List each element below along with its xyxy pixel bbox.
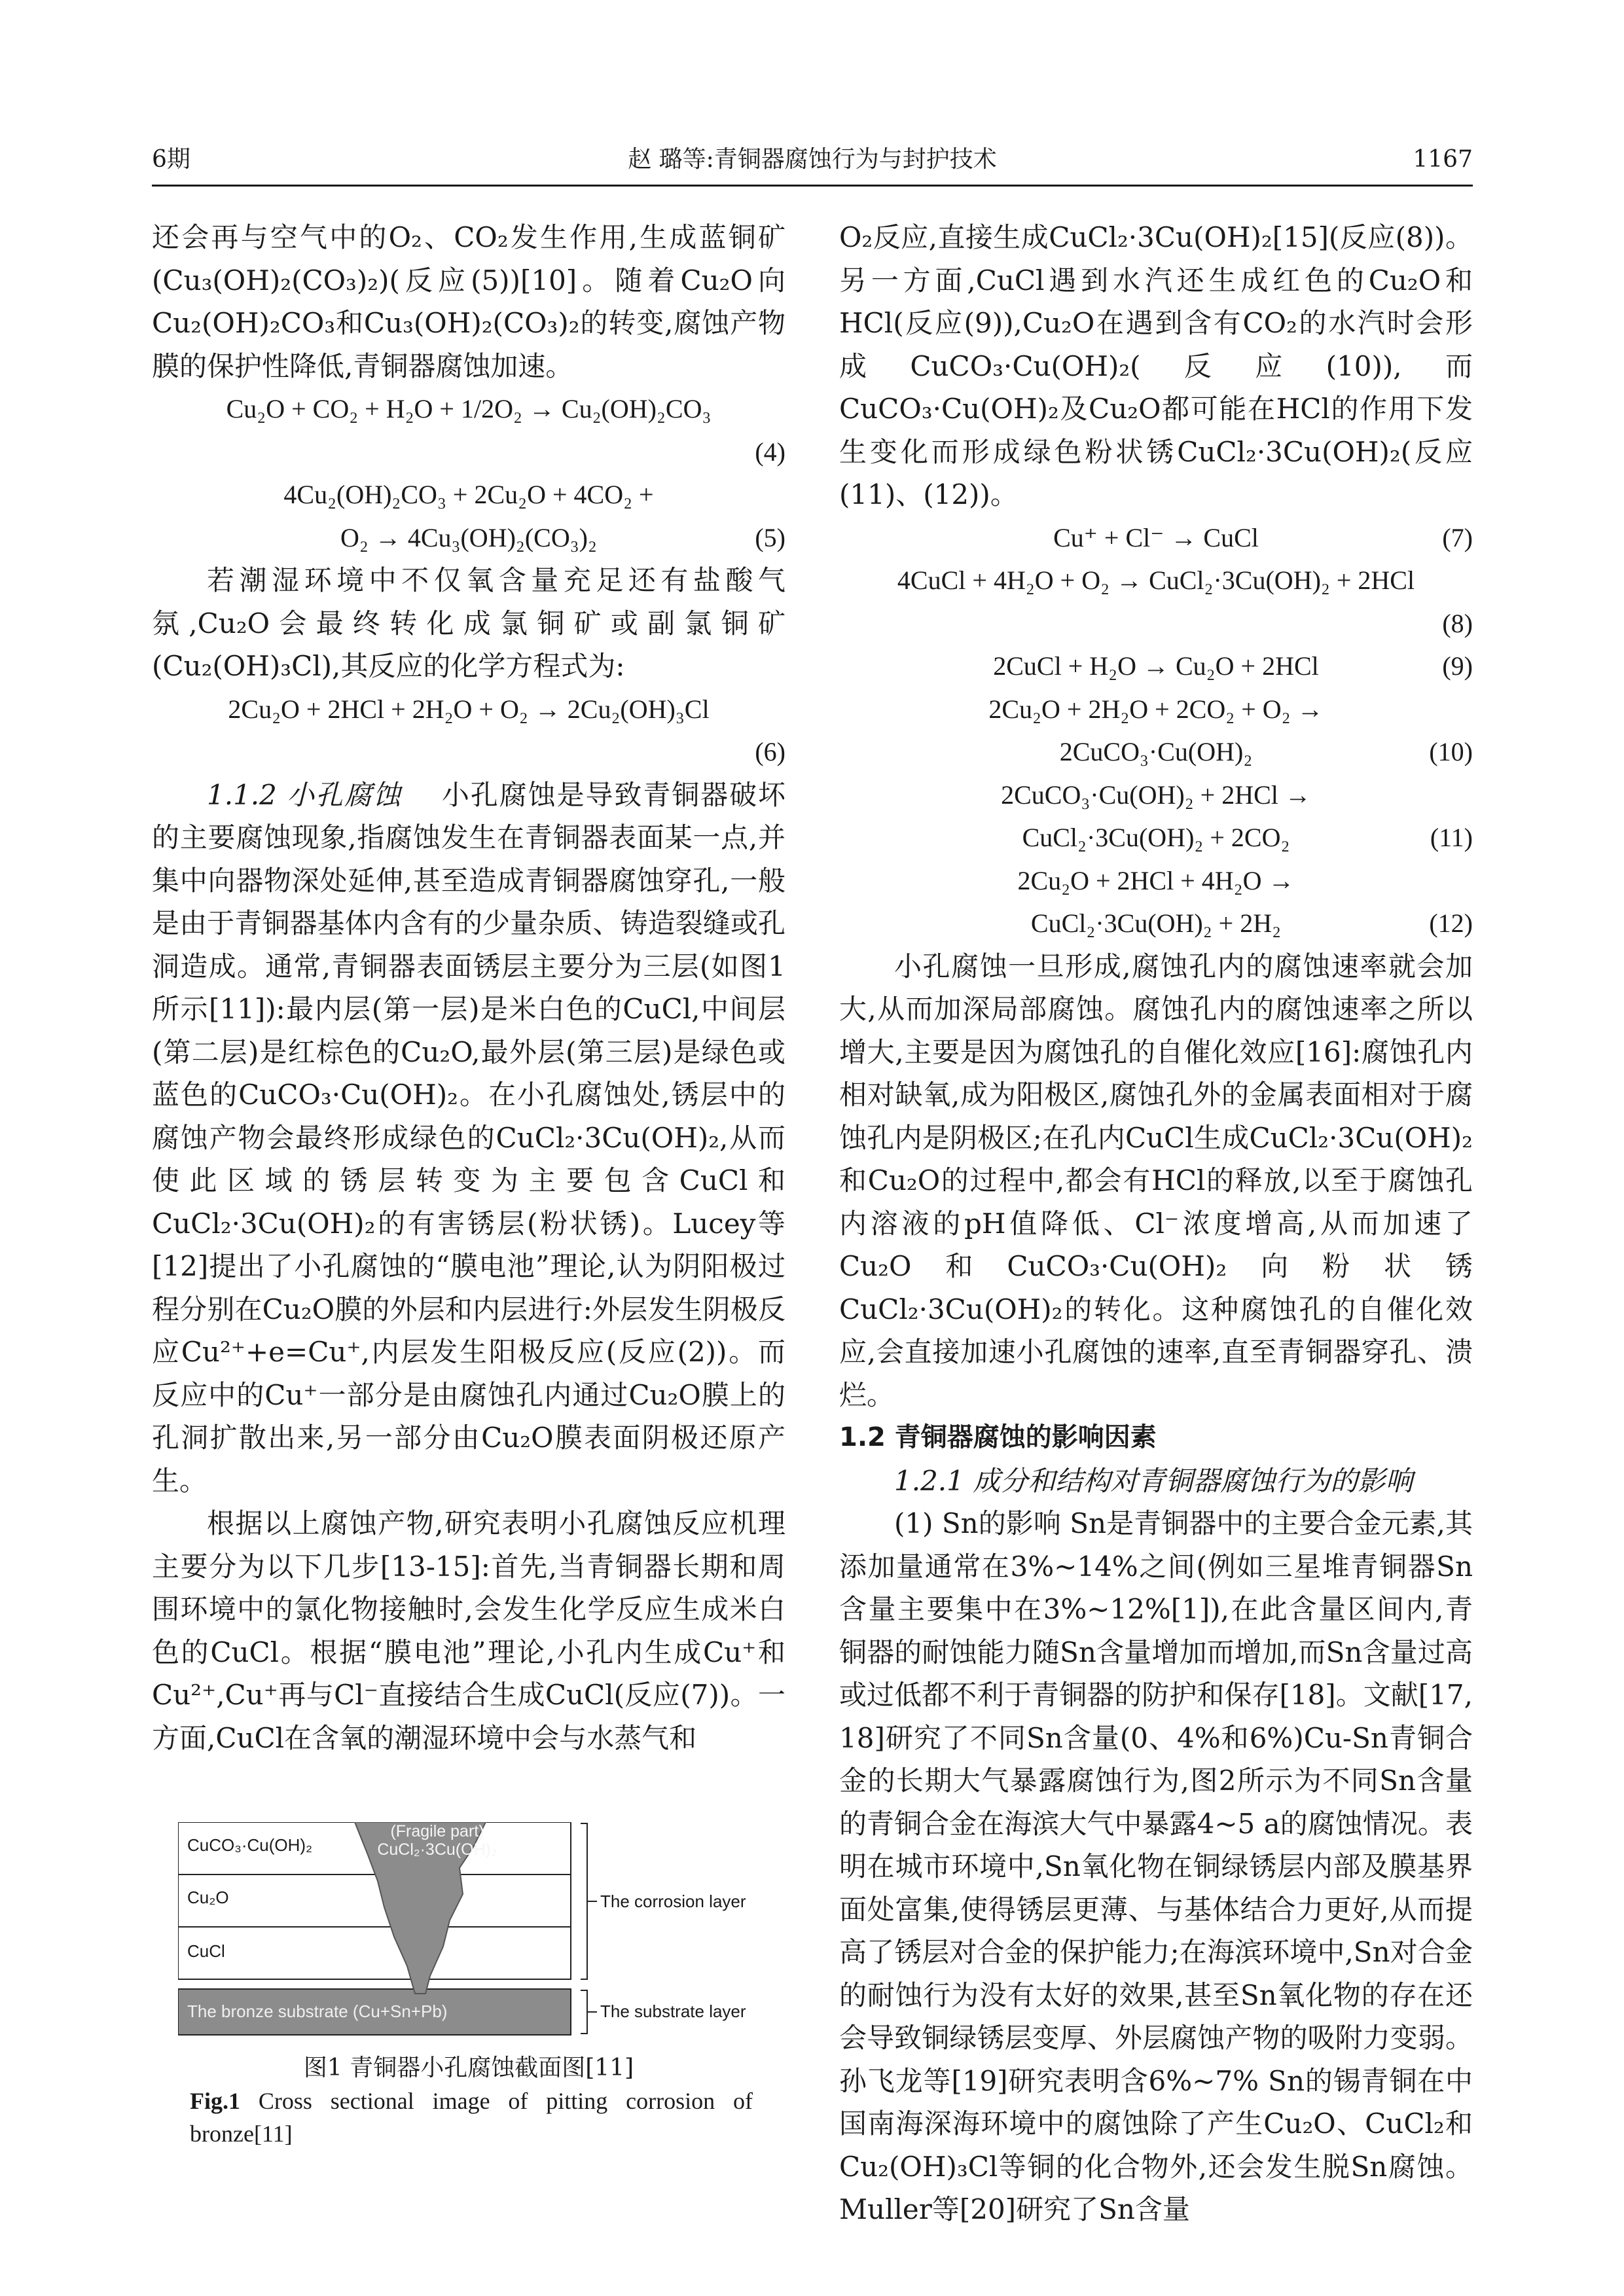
equation-number: (11) [1430, 823, 1473, 852]
equation-10-line-1 [839, 688, 1473, 731]
right-column [839, 216, 1473, 2231]
equation-number: (7) [1442, 522, 1473, 552]
equation-8-number-line [839, 602, 1473, 645]
equation-text: 2CuCO₃·Cu(OH)₂ + 2HCl → [1001, 780, 1311, 810]
equation-number: (4) [755, 437, 785, 467]
equation-6-number-line [152, 730, 785, 774]
substrate-layer-label: The substrate layer [600, 2001, 746, 2021]
equation-text: 4Cu₂(OH)₂CO₃ + 2Cu₂O + 4CO₂ + [283, 480, 654, 509]
equation-number: (12) [1429, 908, 1473, 938]
paragraph: (1) Sn的影响 Sn是青铜器中的主要合金元素,其添加量通常在3%~14%之间(例如三星堆青铜器Sn含量主要集中在3%~12%[1]),在此含量区间内,青铜器的耐蚀能力随Sn含量增加而增加,而Sn含量过高或过低都不利于青铜器的防护和保存[18]。文献[17, 18]研究了不同Sn含量(0、4%和6%)Cu-Sn青铜合金的长期大气暴露腐蚀行为,图2所示为不同Sn含量的青铜合金在海滨大气中暴露4~5 a的腐蚀情况。表明在城市环境中,Sn氧化物在铜绿锈层内部及膜基界面处富集,使得锈层更薄、与基体结合力更好,从而提高了锈层对合金的保护能力;在海滨环境中,Sn对合金的耐蚀行为没有太好的效果,甚至Sn氧化物的存在还会导致铜绿锈层变厚、外层腐蚀产物的吸附力变弱。孙飞龙等[19]研究表明含6%~7% Sn的锡青铜在中国南海深海环境中的腐蚀除了产生Cu₂O、CuCl₂和Cu₂(OH)₃Cl等铜的化合物外,还会发生脱Sn腐蚀。Muller等[20]研究了Sn含量 [839, 1507, 1473, 2225]
paragraph-text: 小孔腐蚀是导致青铜器破坏的主要腐蚀现象,指腐蚀发生在青铜器表面某一点,并集中向器物深处延伸,甚至造成青铜器腐蚀穿孔,一般是由于青铜器基体内含有的少量杂质、铸造裂缝或孔洞造成。通常,青铜器表面锈层主要分为三层(如图1所示[11]):最内层(第一层)是米白色的CuCl,中间层(第二层)是红棕色的Cu₂O,最外层(第三层)是绿色或蓝色的CuCO₃·Cu(OH)₂。在小孔腐蚀处,锈层中的腐蚀产物会最终形成绿色的CuCl₂·3Cu(OH)₂,从而使此区域的锈层转变为主要包含CuCl和CuCl₂·3Cu(OH)₂的有害锈层(粉状锈)。Lucey等[12]提出了小孔腐蚀的“膜电池”理论,认为阴阳极过程分别在Cu₂O膜的外层和内层进行:外层发生阴极反应Cu²⁺+e=Cu⁺,内层发生阳极反应(反应(2))。而反应中的Cu⁺一部分是由腐蚀孔内通过Cu₂O膜上的孔洞扩散出来,另一部分由Cu₂O膜表面阴极还原产生。 [152, 778, 785, 1497]
equation-8 [839, 559, 1473, 602]
equation-4-number-line [152, 431, 785, 474]
equation-text: 2CuCO₃·Cu(OH)₂ [1059, 737, 1253, 766]
equation-12-line-1 [839, 859, 1473, 903]
equation-text: 4CuCl + 4H₂O + O₂ → CuCl₂·3Cu(OH)₂ + 2HCl [897, 565, 1415, 595]
running-header [152, 140, 1473, 179]
equation-text: CuCl₂·3Cu(OH)₂ + 2H₂ [1030, 908, 1282, 938]
figure-caption-cn: 图1 青铜器小孔腐蚀截面图[11] [303, 2054, 634, 2081]
equation-5-line-1 [152, 473, 785, 516]
equation-12-line-2 [839, 902, 1473, 945]
equation-text: 2Cu₂O + 2HCl + 2H₂O + O₂ → 2Cu₂(OH)₃Cl [228, 694, 710, 724]
equation-10-line-2 [839, 730, 1473, 774]
equation-number: (6) [755, 737, 785, 766]
layer-low-box [178, 1927, 571, 1979]
issue-number: 6期 [152, 146, 190, 173]
equation-number: (10) [1429, 737, 1473, 766]
equation-text: 2Cu₂O + 2HCl + 4H₂O → [1017, 865, 1295, 895]
equation-11-line-2 [839, 816, 1473, 859]
layer-mid-label: Cu₂O [187, 1888, 229, 1907]
equation-text: O₂ → 4Cu₃(OH)₂(CO₃)₂ [340, 522, 597, 552]
paragraph [152, 774, 785, 1503]
equation-text: Cu⁺ + Cl⁻ → CuCl [1053, 522, 1259, 552]
equation-9 [839, 645, 1473, 688]
paragraph: 根据以上腐蚀产物,研究表明小孔腐蚀反应机理主要分为以下几步[13-15]:首先,当青铜器长期和周围环境中的氯化物接触时,会发生化学反应生成米白色的CuCl。根据“膜电池”理论,小孔内生成Cu⁺和Cu²⁺,Cu⁺再与Cl⁻直接结合生成CuCl(反应(7))。一方面,CuCl在含氧的潮湿环境中会与水蒸气和 [152, 1507, 785, 1754]
left-column [152, 216, 785, 1759]
subsection-heading: 1.2.1 成分和结构对青铜器腐蚀行为的影响 [894, 1464, 1413, 1497]
figure-1 [178, 1822, 767, 2045]
figure-caption-text: Cross sectional image of pitting corrosion of bronze[11] [190, 2088, 753, 2147]
paragraph: O₂反应,直接生成CuCl₂·3Cu(OH)₂[15](反应(8))。另一方面,CuCl遇到水汽还生成红色的Cu₂O和HCl(反应(9)),Cu₂O在遇到含有CO₂的水汽时会形成CuCO₃·Cu(OH)₂(反应(10)),而CuCO₃·Cu(OH)₂及Cu₂O都可能在HCl的作用下发生变化而形成绿色粉状锈CuCl₂·3Cu(OH)₂(反应(11)、(12))。 [839, 221, 1473, 511]
equation-7 [839, 516, 1473, 560]
page-number: 1167 [1413, 146, 1473, 173]
figure-caption-en [190, 2085, 753, 2150]
layer-top-label: CuCO₃·Cu(OH)₂ [187, 1835, 313, 1855]
running-title: 赵 璐等:青铜器腐蚀行为与封护技术 [628, 146, 997, 173]
fragile-label-line2: CuCl₂·3Cu(OH)₂ [377, 1840, 497, 1859]
fragile-label-line1: (Fragile part) [390, 1822, 484, 1840]
corrosion-bracket [581, 1823, 597, 1979]
substrate-bracket [581, 1990, 597, 2034]
paragraph: 若潮湿环境中不仅氧含量充足还有盐酸气氛,Cu₂O会最终转化成氯铜矿或副氯铜矿(Cu₂(OH)₃Cl),其反应的化学方程式为: [152, 564, 785, 682]
corrosion-layer-label: The corrosion layer [600, 1892, 746, 1911]
equation-5-line-2 [152, 516, 785, 560]
equation-6 [152, 688, 785, 731]
section-heading: 1.2 青铜器腐蚀的影响因素 [839, 1422, 1157, 1452]
equation-text: Cu₂O + CO₂ + H₂O + 1/2O₂ → Cu₂(OH)₂CO₃ [226, 394, 712, 423]
equation-11-line-1 [839, 774, 1473, 817]
paragraph: 小孔腐蚀一旦形成,腐蚀孔内的腐蚀速率就会加大,从而加深局部腐蚀。腐蚀孔内的腐蚀速率之所以增大,主要是因为腐蚀孔的自催化效应[16]:腐蚀孔内相对缺氧,成为阳极区,腐蚀孔外的金属表面相对于腐蚀孔内是阴极区;在孔内CuCl生成CuCl₂·3Cu(OH)₂和Cu₂O的过程中,都会有HCl的释放,以至于腐蚀孔内溶液的pH值降低、Cl⁻浓度增高,从而加速了Cu₂O和CuCO₃·Cu(OH)₂向粉状锈CuCl₂·3Cu(OH)₂的转化。这种腐蚀孔的自催化效应,会直接加速小孔腐蚀的速率,直至青铜器穿孔、溃烂。 [839, 950, 1473, 1411]
equation-number: (5) [755, 522, 785, 552]
equation-number: (8) [1442, 608, 1473, 638]
figure-label: Fig.1 [190, 2088, 240, 2114]
equation-text: 2Cu₂O + 2H₂O + 2CO₂ + O₂ → [988, 694, 1324, 724]
layer-low-label: CuCl [187, 1941, 225, 1961]
paragraph: 还会再与空气中的O₂、CO₂发生作用,生成蓝铜矿(Cu₃(OH)₂(CO₃)₂)(反应(5))[10]。随着Cu₂O向Cu₂(OH)₂CO₃和Cu₃(OH)₂(CO₃)₂的转变,腐蚀产物膜的保护性降低,青铜器腐蚀加速。 [152, 221, 785, 382]
substrate-label: The bronze substrate (Cu+Sn+Pb) [187, 2001, 448, 2021]
equation-text: CuCl₂·3Cu(OH)₂ + 2CO₂ [1022, 823, 1290, 852]
fragile-part-label [372, 1822, 503, 1859]
subsection-heading: 1.1.2 小孔腐蚀 [207, 778, 402, 811]
equation-text: 2CuCl + H₂O → Cu₂O + 2HCl [993, 651, 1319, 681]
equation-4 [152, 387, 785, 431]
equation-number: (9) [1442, 651, 1473, 681]
header-rule [152, 185, 1473, 187]
layer-mid-box [178, 1874, 571, 1927]
